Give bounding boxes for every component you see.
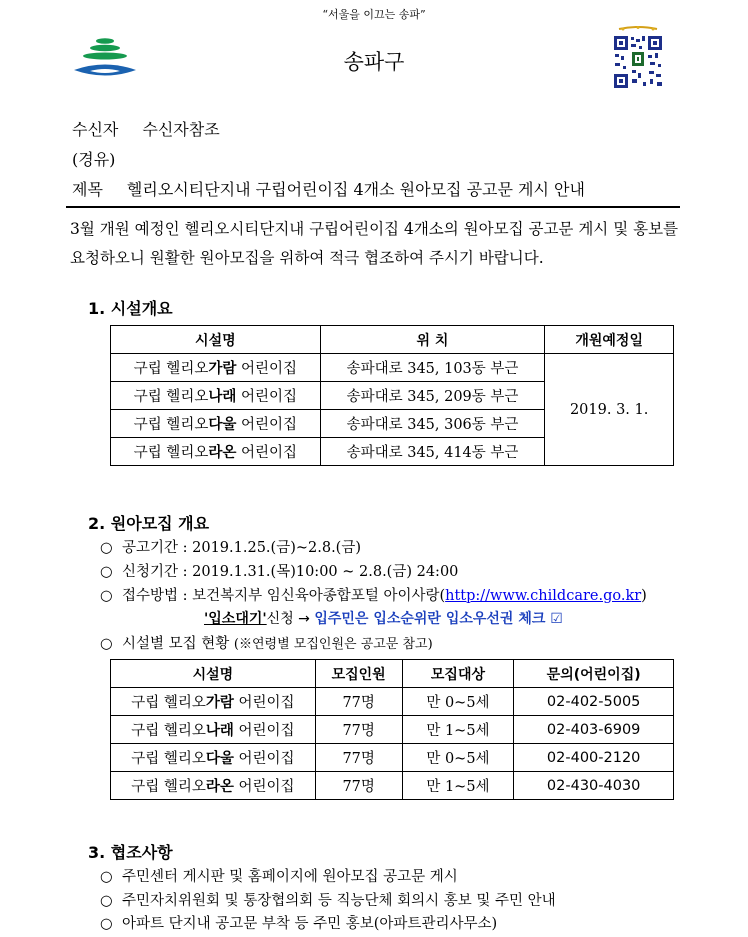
contact-phone: 02-430-4030 — [514, 772, 674, 800]
subject-value: 헬리오시티단지내 구립어린이집 4개소 원아모집 공고문 게시 안내 — [126, 180, 585, 199]
contact-phone: 02-402-5005 — [514, 688, 674, 716]
facility-name: 구립 헬리오가람 어린이집 — [111, 354, 321, 382]
table-header-row — [111, 326, 674, 354]
method-text: 접수방법 : 보건복지부 임신육아종합포털 아이사랑( — [122, 588, 446, 604]
col-header-name: 시설명 — [111, 660, 316, 688]
recruit-count: 77명 — [315, 716, 402, 744]
recruit-count: 77명 — [315, 688, 402, 716]
notice-period: 공고기간 : 2019.1.25.(금)~2.8.(금) — [122, 540, 361, 556]
bullet-circle-icon: ○ — [100, 588, 113, 604]
via-line: (경유) — [72, 150, 116, 169]
apply-period: 신청기간 : 2019.1.31.(목)10:00 ~ 2.8.(금) 24:00 — [122, 564, 459, 580]
wait-text: 신청 → — [266, 611, 310, 627]
recipient-label: 수신자 — [72, 120, 119, 139]
recruit-target: 만 1~5세 — [402, 716, 514, 744]
recruit-target: 만 0~5세 — [402, 744, 514, 772]
facility-location: 송파대로 345, 103동 부근 — [320, 354, 545, 382]
facility-name: 구립 헬리오라온 어린이집 — [111, 438, 321, 466]
cooperation-item: ○ 주민센터 게시판 및 홈페이지에 원아모집 공고문 게시 — [100, 869, 458, 885]
wait-quote: '입소대기' — [204, 611, 267, 627]
table-row — [111, 772, 674, 800]
table-header-row — [111, 660, 674, 688]
recruitment-status-table — [110, 659, 674, 800]
facility-name: 구립 헬리오라온 어린이집 — [111, 772, 316, 800]
recruit-target: 만 1~5세 — [402, 772, 514, 800]
facility-name: 구립 헬리오나래 어린이집 — [111, 716, 316, 744]
method-item: ○ 접수방법 : 보건복지부 임신육아종합포털 아이사랑(http://www.childcare.go.kr) — [100, 588, 647, 604]
bullet-circle-icon: ○ — [100, 893, 113, 909]
col-header-location: 위 치 — [320, 326, 545, 354]
slogan: “서울을 이끄는 송파” — [322, 8, 426, 21]
facility-location: 송파대로 345, 306동 부근 — [320, 410, 545, 438]
open-date: 2019. 3. 1. — [545, 354, 674, 466]
recruit-count: 77명 — [315, 744, 402, 772]
col-header-contact: 문의(어린이집) — [514, 660, 674, 688]
table-row — [111, 354, 674, 382]
subject-label: 제목 — [72, 180, 103, 199]
status-item — [100, 632, 433, 653]
apply-period-item — [100, 560, 458, 581]
qr-code-icon — [609, 26, 667, 92]
col-header-count: 모집인원 — [315, 660, 402, 688]
bullet-circle-icon: ○ — [100, 564, 113, 580]
section1-title: 1. 시설개요 — [88, 299, 173, 318]
bullet-circle-icon: ○ — [100, 540, 113, 556]
col-header-open-date: 개원예정일 — [545, 326, 674, 354]
table-row — [111, 688, 674, 716]
facility-overview-table — [110, 325, 674, 466]
table-row — [111, 744, 674, 772]
wait-registration-note — [204, 608, 563, 628]
section2-title: 2. 원아모집 개요 — [88, 514, 210, 533]
subject-line — [72, 177, 585, 200]
col-header-target: 모집대상 — [402, 660, 514, 688]
section3-title: 3. 협조사항 — [88, 843, 173, 862]
contact-phone: 02-403-6909 — [514, 716, 674, 744]
header-divider — [66, 206, 680, 208]
recipient-value: 수신자참조 — [142, 120, 220, 139]
recruit-count: 77명 — [315, 772, 402, 800]
childcare-portal-link[interactable]: http://www.childcare.go.kr — [445, 588, 642, 604]
priority-check-note: 입주민은 입소순위란 입소우선권 체크 ☑ — [314, 611, 563, 627]
recruit-target: 만 0~5세 — [402, 688, 514, 716]
cooperation-item: ○ 주민자치위원회 및 통장협의회 등 직능단체 회의시 홍보 및 주민 안내 — [100, 893, 556, 909]
recipient-line — [72, 117, 220, 140]
notice-period-item — [100, 536, 361, 557]
facility-name: 구립 헬리오나래 어린이집 — [111, 382, 321, 410]
facility-location: 송파대로 345, 209동 부근 — [320, 382, 545, 410]
bullet-circle-icon: ○ — [100, 636, 113, 652]
status-title: 시설별 모집 현황 — [122, 636, 230, 652]
table-row — [111, 716, 674, 744]
facility-name: 구립 헬리오다울 어린이집 — [111, 744, 316, 772]
col-header-name: 시설명 — [111, 326, 321, 354]
organization-title: 송파구 — [343, 50, 405, 74]
body-paragraph: 3월 개원 예정인 헬리오시티단지내 구립어린이집 4개소의 원아모집 공고문 게시 및 홍보를 요청하오니 원활한 원아모집을 위하여 적극 협조하여 주시기 바랍니다. — [70, 220, 679, 267]
facility-location: 송파대로 345, 414동 부근 — [320, 438, 545, 466]
contact-phone: 02-400-2120 — [514, 744, 674, 772]
facility-name: 구립 헬리오가람 어린이집 — [111, 688, 316, 716]
facility-name: 구립 헬리오다울 어린이집 — [111, 410, 321, 438]
bullet-circle-icon: ○ — [100, 916, 113, 932]
status-note: (※연령별 모집인원은 공고문 참고) — [233, 637, 433, 652]
cooperation-item: ○ 아파트 단지내 공고문 부착 등 주민 홍보(아파트관리사무소) — [100, 916, 498, 932]
bullet-circle-icon: ○ — [100, 869, 113, 885]
qr-code[interactable] — [609, 26, 667, 92]
